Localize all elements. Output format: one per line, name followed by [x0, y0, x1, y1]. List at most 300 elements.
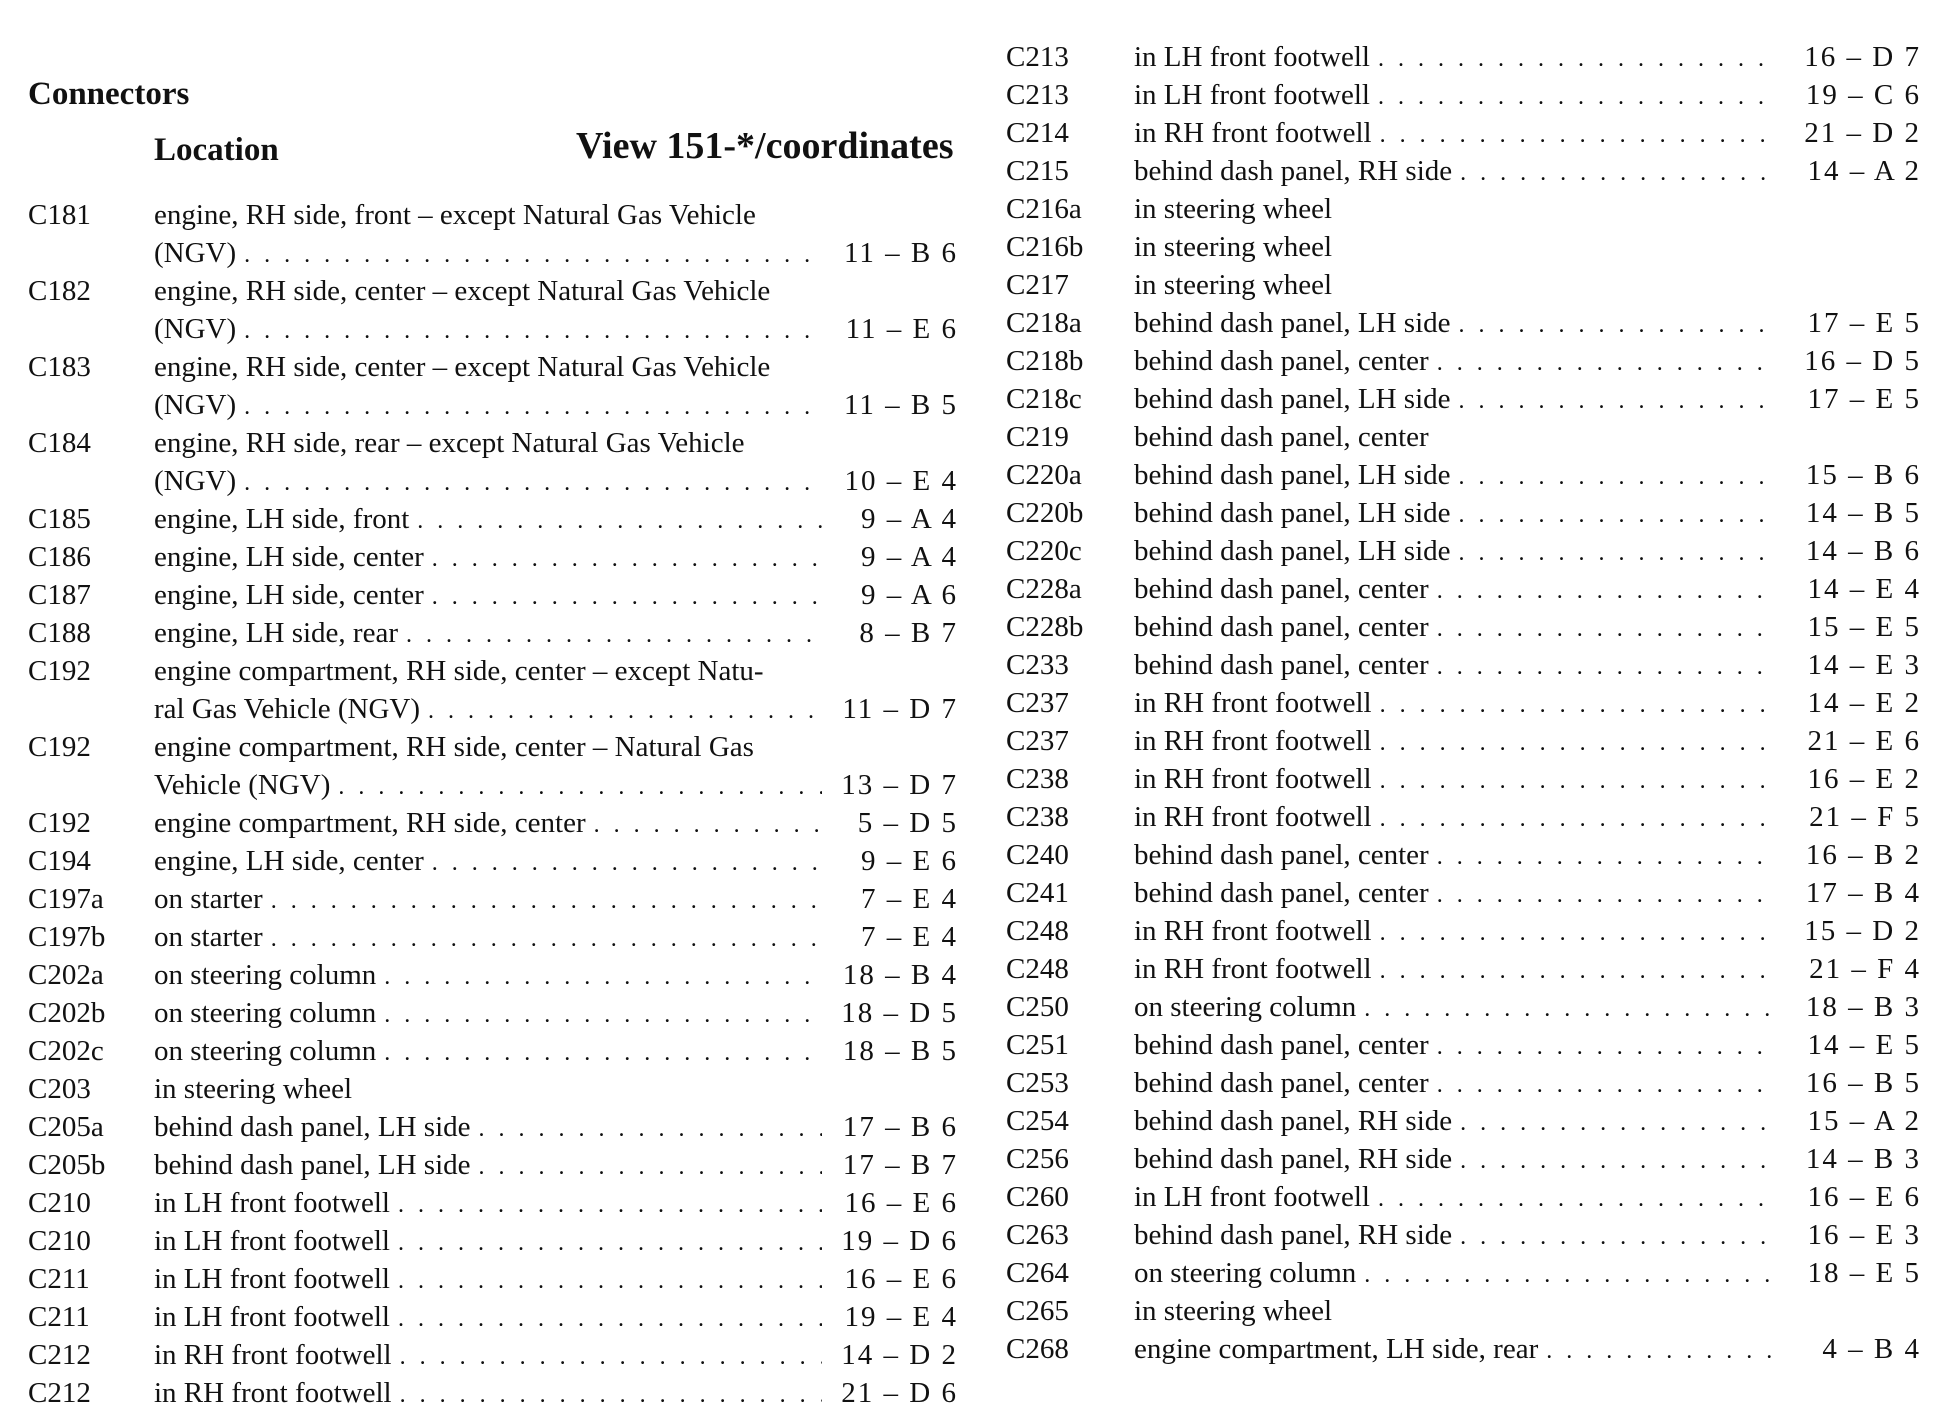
connector-location-line	[154, 196, 830, 234]
connector-location-text: (NGV)	[154, 389, 237, 421]
connector-location-text: engine, LH side, center	[154, 845, 424, 877]
connector-location-line	[1134, 380, 1779, 420]
connector-entry	[28, 196, 958, 272]
connector-entry	[1006, 456, 1921, 494]
view-coordinate: 14 – E 3	[1807, 649, 1921, 681]
leader-dots	[384, 958, 822, 996]
connector-entry	[1006, 266, 1921, 304]
connector-code: C219	[1006, 421, 1069, 453]
connector-entry	[28, 500, 958, 538]
connector-location-text: engine compartment, RH side, center – except Natu-	[154, 655, 764, 687]
connector-location-text: on starter	[154, 883, 263, 915]
view-coordinate: 15 – E 5	[1807, 611, 1921, 643]
connector-location-text: behind dash panel, center	[1134, 877, 1429, 909]
connector-entry	[1006, 760, 1921, 798]
connector-code: C203	[28, 1073, 91, 1105]
connector-location-text: behind dash panel, RH side	[1134, 1105, 1453, 1137]
connector-location-line	[1134, 456, 1779, 496]
leader-dots	[1380, 724, 1771, 762]
connector-code: C264	[1006, 1257, 1069, 1289]
connector-entry	[1006, 342, 1921, 380]
leader-dots	[398, 1262, 822, 1300]
connector-code: C181	[28, 199, 91, 231]
connector-entry	[28, 1070, 958, 1108]
connector-location-line	[1134, 76, 1779, 116]
connector-location-line	[154, 310, 830, 350]
connector-location-text: engine, LH side, center	[154, 579, 424, 611]
connector-code: C228b	[1006, 611, 1084, 643]
connector-location-text: in steering wheel	[1134, 1295, 1333, 1327]
connector-entry	[1006, 608, 1921, 646]
view-coordinate: 8 – B 7	[859, 617, 958, 649]
connector-location-text: engine, RH side, rear – except Natural Gas Vehicle	[154, 427, 745, 459]
view-coordinate: 9 – E 6	[861, 845, 958, 877]
connector-code: C238	[1006, 801, 1069, 833]
view-coordinate: 14 – B 5	[1805, 497, 1921, 529]
leader-dots	[244, 464, 822, 502]
connector-entry	[1006, 646, 1921, 684]
connector-code: C211	[28, 1263, 90, 1295]
connector-entry	[1006, 418, 1921, 456]
connector-entry	[28, 842, 958, 880]
view-coordinate: 16 – E 6	[844, 1263, 958, 1295]
connector-entry	[28, 538, 958, 576]
connector-location-text: behind dash panel, LH side	[1134, 535, 1451, 567]
connector-location-text: (NGV)	[154, 237, 237, 269]
connector-entry	[28, 1222, 958, 1260]
leader-dots	[400, 1376, 822, 1414]
connector-entry	[1006, 684, 1921, 722]
connector-location-text: engine, LH side, center	[154, 541, 424, 573]
connector-entry	[1006, 912, 1921, 950]
connector-location-text: behind dash panel, RH side	[1134, 1219, 1453, 1251]
connector-location-line	[1134, 1254, 1779, 1294]
connector-entry	[1006, 1254, 1921, 1292]
connector-code: C248	[1006, 915, 1069, 947]
connector-code: C217	[1006, 269, 1069, 301]
connector-entry	[1006, 1216, 1921, 1254]
connector-entry	[28, 1146, 958, 1184]
connector-code: C183	[28, 351, 91, 383]
connector-entry	[1006, 38, 1921, 76]
connector-code: C256	[1006, 1143, 1069, 1175]
connector-location-line	[154, 386, 830, 426]
connector-code: C220a	[1006, 459, 1082, 491]
connector-code: C213	[1006, 79, 1069, 111]
leader-dots	[1437, 1066, 1771, 1104]
connector-location-line	[154, 614, 830, 654]
connector-code: C248	[1006, 953, 1069, 985]
connector-location-text: behind dash panel, center	[1134, 611, 1429, 643]
leader-dots	[1380, 116, 1771, 154]
connector-location-line	[154, 576, 830, 616]
connector-entry	[1006, 190, 1921, 228]
connector-code: C263	[1006, 1219, 1069, 1251]
connector-location-line	[154, 956, 830, 996]
connector-code: C250	[1006, 991, 1069, 1023]
connector-code: C212	[28, 1377, 91, 1409]
view-coordinate: 19 – D 6	[841, 1225, 958, 1257]
view-coordinate: 17 – B 6	[842, 1111, 958, 1143]
connector-location-line	[154, 918, 830, 958]
connector-code: C265	[1006, 1295, 1069, 1327]
view-coordinate: 11 – D 7	[842, 693, 958, 725]
view-coordinate: 9 – A 6	[861, 579, 958, 611]
connector-entry	[1006, 380, 1921, 418]
connector-entry	[1006, 1026, 1921, 1064]
connector-code: C241	[1006, 877, 1069, 909]
connector-location-text: in LH front footwell	[154, 1301, 390, 1333]
connector-location-text: (NGV)	[154, 465, 237, 497]
leader-dots	[1437, 344, 1771, 382]
leader-dots	[479, 1148, 822, 1186]
connector-location-line	[154, 424, 830, 462]
connector-location-line	[154, 1374, 830, 1414]
leader-dots	[1459, 496, 1771, 534]
leader-dots	[1460, 1218, 1771, 1256]
leader-dots	[1437, 838, 1771, 876]
location-column-header: Location	[154, 132, 279, 168]
connector-location-line	[1134, 874, 1779, 914]
connector-entry	[1006, 988, 1921, 1026]
connector-location-line	[154, 272, 830, 310]
leader-dots	[398, 1224, 822, 1262]
connector-location-text: engine, LH side, front	[154, 503, 410, 535]
connector-entry	[28, 1032, 958, 1070]
view-coordinate: 15 – A 2	[1807, 1105, 1921, 1137]
leader-dots	[1378, 78, 1771, 116]
connector-location-text: on starter	[154, 921, 263, 953]
connector-location-text: engine, RH side, center – except Natural Gas Vehicle	[154, 275, 771, 307]
view-coordinate: 14 – E 2	[1807, 687, 1921, 719]
connector-location-line	[1134, 342, 1779, 382]
view-coordinate: 16 – D 5	[1804, 345, 1921, 377]
connector-location-line	[154, 842, 830, 882]
connector-location-text: engine, RH side, front – except Natural Gas Vehicle	[154, 199, 756, 231]
leader-dots	[1380, 914, 1771, 952]
connector-location-line	[154, 880, 830, 920]
connector-location-text: on steering column	[154, 997, 377, 1029]
connector-location-text: in RH front footwell	[1134, 117, 1372, 149]
connector-location-text: behind dash panel, LH side	[154, 1111, 471, 1143]
view-coordinate: 9 – A 4	[861, 503, 958, 535]
view-coordinate: 18 – D 5	[841, 997, 958, 1029]
connector-location-line	[1134, 912, 1779, 952]
connector-location-text: on steering column	[1134, 991, 1357, 1023]
connector-location-text: behind dash panel, LH side	[1134, 307, 1451, 339]
connector-location-text: on steering column	[1134, 1257, 1357, 1289]
connector-location-line	[154, 462, 830, 502]
leader-dots	[1460, 154, 1771, 192]
view-coordinate: 11 – B 6	[843, 237, 958, 269]
view-coordinate: 21 – F 5	[1809, 801, 1921, 833]
connector-location-text: engine compartment, RH side, center	[154, 807, 586, 839]
connector-location-text: engine compartment, RH side, center – Natural Gas	[154, 731, 754, 763]
view-coordinates-column-header: View 151-*/coordinates	[576, 125, 954, 167]
view-coordinate: 16 – D 7	[1804, 41, 1921, 73]
connector-code: C210	[28, 1187, 91, 1219]
connector-location-line	[154, 538, 830, 578]
connector-location-text: behind dash panel, center	[1134, 421, 1429, 453]
view-coordinate: 16 – B 5	[1805, 1067, 1921, 1099]
connector-location-line	[1134, 1140, 1779, 1180]
connector-location-text: behind dash panel, LH side	[1134, 459, 1451, 491]
connector-entry	[28, 576, 958, 614]
connector-code: C197a	[28, 883, 104, 915]
connector-location-text: in LH front footwell	[154, 1225, 390, 1257]
connector-location-line	[1134, 266, 1779, 304]
leader-dots	[1437, 1028, 1771, 1066]
connector-code: C260	[1006, 1181, 1069, 1213]
connector-code: C184	[28, 427, 91, 459]
connector-location-line	[1134, 418, 1779, 456]
connector-code: C202a	[28, 959, 104, 991]
connector-code: C213	[1006, 41, 1069, 73]
connector-code: C192	[28, 731, 91, 763]
connector-location-line	[1134, 950, 1779, 990]
connector-code: C218a	[1006, 307, 1082, 339]
connector-location-text: in RH front footwell	[1134, 801, 1372, 833]
connector-code: C218c	[1006, 383, 1082, 415]
connector-location-line	[154, 1260, 830, 1300]
view-coordinate: 9 – A 4	[861, 541, 958, 573]
view-coordinate: 16 – E 6	[1807, 1181, 1921, 1213]
connector-entry	[1006, 1178, 1921, 1216]
leader-dots	[417, 502, 822, 540]
connector-code: C253	[1006, 1067, 1069, 1099]
connector-location-line	[1134, 1216, 1779, 1256]
connector-location-line	[154, 728, 830, 766]
connector-entry	[28, 424, 958, 500]
connector-code: C237	[1006, 687, 1069, 719]
connector-code: C216a	[1006, 193, 1082, 225]
connector-location-text: on steering column	[154, 1035, 377, 1067]
connector-code: C211	[28, 1301, 90, 1333]
view-coordinate: 19 – C 6	[1805, 79, 1921, 111]
leader-dots	[1380, 800, 1771, 838]
connector-location-line	[1134, 114, 1779, 154]
leader-dots	[1459, 306, 1771, 344]
connector-entry	[1006, 304, 1921, 342]
connector-location-text: behind dash panel, LH side	[1134, 383, 1451, 415]
connector-code: C205b	[28, 1149, 106, 1181]
leader-dots	[398, 1186, 822, 1224]
connector-code: C212	[28, 1339, 91, 1371]
connector-entry	[28, 1298, 958, 1336]
connector-location-text: behind dash panel, LH side	[154, 1149, 471, 1181]
leader-dots	[1437, 610, 1771, 648]
connector-location-text: ral Gas Vehicle (NGV)	[154, 693, 421, 725]
leader-dots	[1378, 40, 1771, 78]
connector-location-text: in LH front footwell	[154, 1263, 390, 1295]
leader-dots	[432, 540, 822, 578]
view-coordinate: 16 – B 2	[1805, 839, 1921, 871]
connector-code: C202c	[28, 1035, 104, 1067]
view-coordinate: 14 – B 3	[1805, 1143, 1921, 1175]
leader-dots	[384, 1034, 822, 1072]
connector-entry	[28, 1336, 958, 1374]
connector-entry	[28, 728, 958, 804]
leader-dots	[1378, 1180, 1771, 1218]
connector-entry	[1006, 228, 1921, 266]
view-coordinate: 14 – A 2	[1807, 155, 1921, 187]
connector-code: C205a	[28, 1111, 104, 1143]
connector-entry	[28, 272, 958, 348]
connector-location-line	[1134, 38, 1779, 78]
view-coordinate: 16 – E 2	[1807, 763, 1921, 795]
leader-dots	[1460, 1142, 1771, 1180]
connector-code: C192	[28, 655, 91, 687]
connector-location-text: engine, LH side, rear	[154, 617, 398, 649]
connector-entry	[1006, 722, 1921, 760]
connector-entry	[1006, 798, 1921, 836]
leader-dots	[244, 388, 822, 426]
connector-code: C215	[1006, 155, 1069, 187]
connector-location-line	[1134, 1102, 1779, 1142]
connector-location-line	[1134, 798, 1779, 838]
connector-location-text: in RH front footwell	[1134, 915, 1372, 947]
connector-location-line	[1134, 152, 1779, 192]
view-coordinate: 15 – D 2	[1804, 915, 1921, 947]
leader-dots	[1380, 686, 1771, 724]
view-coordinate: 15 – B 6	[1805, 459, 1921, 491]
connector-entry	[28, 1374, 958, 1412]
connector-location-text: behind dash panel, center	[1134, 573, 1429, 605]
connector-location-line	[154, 1032, 830, 1072]
connector-location-line	[154, 1108, 830, 1148]
connector-code: C186	[28, 541, 91, 573]
leader-dots	[271, 920, 822, 958]
view-coordinate: 18 – B 3	[1805, 991, 1921, 1023]
leader-dots	[1380, 762, 1771, 800]
connector-entry	[28, 918, 958, 956]
connector-location-text: in RH front footwell	[154, 1339, 392, 1371]
connector-location-text: in RH front footwell	[154, 1377, 392, 1409]
connector-entry	[1006, 950, 1921, 988]
connector-entry	[28, 804, 958, 842]
connector-location-line	[1134, 1178, 1779, 1218]
connector-code: C240	[1006, 839, 1069, 871]
connector-location-line	[1134, 190, 1779, 228]
view-coordinate: 21 – D 2	[1804, 117, 1921, 149]
connector-location-line	[154, 766, 830, 806]
leader-dots	[244, 312, 822, 350]
connector-entry	[1006, 114, 1921, 152]
connector-location-text: behind dash panel, center	[1134, 1029, 1429, 1061]
connector-code: C182	[28, 275, 91, 307]
connector-location-text: on steering column	[154, 959, 377, 991]
connector-code: C197b	[28, 921, 106, 953]
leader-dots	[1459, 382, 1771, 420]
connector-entry	[28, 1260, 958, 1298]
view-coordinate: 18 – B 5	[842, 1035, 958, 1067]
leader-dots	[384, 996, 822, 1034]
connector-location-line	[1134, 722, 1779, 762]
connector-location-text: engine, RH side, center – except Natural Gas Vehicle	[154, 351, 771, 383]
connector-location-line	[1134, 570, 1779, 610]
connector-location-line	[154, 652, 830, 690]
connector-location-text: in steering wheel	[154, 1073, 353, 1105]
connector-code: C185	[28, 503, 91, 535]
connector-entry	[1006, 570, 1921, 608]
connector-location-text: in LH front footwell	[1134, 41, 1370, 73]
connector-location-line	[1134, 1026, 1779, 1066]
connector-location-text: in RH front footwell	[1134, 953, 1372, 985]
connector-code: C187	[28, 579, 91, 611]
leader-dots	[400, 1338, 822, 1376]
view-coordinate: 16 – E 3	[1807, 1219, 1921, 1251]
connector-location-line	[1134, 494, 1779, 534]
connector-location-line	[1134, 1330, 1779, 1370]
leader-dots	[432, 578, 822, 616]
connector-code: C192	[28, 807, 91, 839]
view-coordinate: 17 – B 7	[842, 1149, 958, 1181]
connector-location-line	[1134, 532, 1779, 572]
connector-location-text: in LH front footwell	[1134, 79, 1370, 111]
connector-entry	[28, 1184, 958, 1222]
connector-entry	[28, 880, 958, 918]
connector-location-text: behind dash panel, RH side	[1134, 1143, 1453, 1175]
view-coordinate: 21 – D 6	[841, 1377, 958, 1409]
connector-location-line	[154, 1336, 830, 1376]
connector-code: C202b	[28, 997, 106, 1029]
leader-dots	[1364, 1256, 1771, 1294]
leader-dots	[1546, 1332, 1771, 1370]
connector-location-line	[1134, 646, 1779, 686]
view-coordinate: 18 – B 4	[842, 959, 958, 991]
connector-location-text: behind dash panel, LH side	[1134, 497, 1451, 529]
connector-code: C216b	[1006, 231, 1084, 263]
connector-location-line	[154, 500, 830, 540]
view-coordinate: 18 – E 5	[1807, 1257, 1921, 1289]
connector-location-text: in steering wheel	[1134, 231, 1333, 263]
leader-dots	[1459, 458, 1771, 496]
connector-entry	[28, 956, 958, 994]
connector-entry	[28, 652, 958, 728]
view-coordinate: 19 – E 4	[844, 1301, 958, 1333]
connector-location-line	[1134, 608, 1779, 648]
connector-code: C254	[1006, 1105, 1069, 1137]
connector-location-text: in LH front footwell	[154, 1187, 390, 1219]
connector-location-line	[1134, 1292, 1779, 1330]
leader-dots	[1437, 876, 1771, 914]
connector-location-text: in RH front footwell	[1134, 687, 1372, 719]
connector-location-text: in steering wheel	[1134, 269, 1333, 301]
connector-location-line	[1134, 1064, 1779, 1104]
view-coordinate: 14 – D 2	[841, 1339, 958, 1371]
view-coordinate: 14 – B 6	[1805, 535, 1921, 567]
connector-location-text: behind dash panel, center	[1134, 1067, 1429, 1099]
view-coordinate: 21 – F 4	[1809, 953, 1921, 985]
connector-code: C220c	[1006, 535, 1082, 567]
leader-dots	[432, 844, 822, 882]
view-coordinate: 10 – E 4	[844, 465, 958, 497]
connector-entry	[1006, 874, 1921, 912]
leader-dots	[1459, 534, 1771, 572]
connector-location-line	[154, 994, 830, 1034]
connector-code: C228a	[1006, 573, 1082, 605]
connector-location-line	[154, 1070, 830, 1108]
connector-location-line	[154, 234, 830, 274]
connector-location-line	[154, 690, 830, 730]
view-coordinate: 11 – E 6	[845, 313, 958, 345]
connector-entry	[1006, 494, 1921, 532]
connector-location-line	[1134, 760, 1779, 800]
leader-dots	[594, 806, 822, 844]
connector-location-text: in RH front footwell	[1134, 725, 1372, 757]
view-coordinate: 5 – D 5	[857, 807, 958, 839]
connector-location-line	[1134, 304, 1779, 344]
